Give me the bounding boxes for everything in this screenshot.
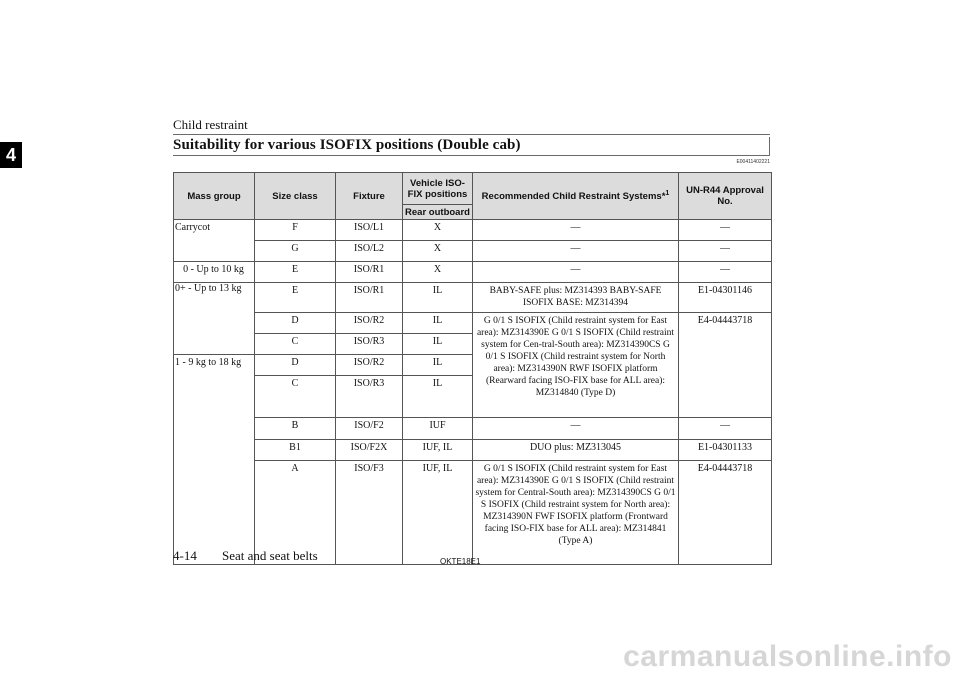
header-recommended-label: Recommended Child Restraint Systems* — [481, 190, 666, 202]
position-cell: IL — [403, 313, 473, 334]
fixture-cell: ISO/R3 — [336, 376, 403, 418]
position-cell: IL — [403, 334, 473, 355]
size-class-cell: F — [255, 220, 336, 241]
table-row — [174, 313, 772, 334]
table-row — [174, 241, 772, 262]
fixture-cell: ISO/L2 — [336, 241, 403, 262]
approval-cell: E1-04301146 — [679, 283, 772, 313]
title-underline — [173, 155, 770, 156]
footer-section-title: Seat and seat belts — [222, 548, 318, 563]
position-cell: IUF — [403, 418, 473, 440]
header-divider — [173, 134, 770, 135]
watermark-logo: carmanualsonline.info — [623, 640, 952, 673]
table-row — [174, 283, 772, 313]
approval-cell: — — [679, 241, 772, 262]
approval-cell: E1-04301133 — [679, 440, 772, 461]
size-class-cell: B1 — [255, 440, 336, 461]
fixture-cell: ISO/R1 — [336, 283, 403, 313]
isofix-suitability-table — [173, 172, 772, 565]
approval-cell: E4-04443718 — [679, 313, 772, 418]
system-cell: — — [473, 262, 679, 283]
size-class-cell: C — [255, 334, 336, 355]
chapter-tab: 4 — [0, 142, 22, 168]
size-class-cell: A — [255, 461, 336, 565]
table-row — [174, 220, 772, 241]
header-approval-number: UN-R44 Approval No. — [679, 173, 772, 220]
mass-group-carrycot: Carrycot — [174, 220, 255, 262]
system-cell: BABY-SAFE plus: MZ314393 BABY-SAFE ISOFIX BASE: MZ314394 — [473, 283, 679, 313]
table-row — [174, 262, 772, 283]
fixture-cell: ISO/L1 — [336, 220, 403, 241]
size-class-cell: C — [255, 376, 336, 418]
position-cell: X — [403, 262, 473, 283]
size-class-cell: B — [255, 418, 336, 440]
system-cell: — — [473, 220, 679, 241]
document-code: OKTE18E1 — [440, 557, 481, 566]
header-size-class: Size class — [255, 173, 336, 220]
reference-code: E00411402221 — [736, 159, 770, 165]
approval-cell: E4-04443718 — [679, 461, 772, 565]
position-cell: IL — [403, 355, 473, 376]
fixture-cell: ISO/R2 — [336, 355, 403, 376]
mass-group-0-plus: 0+ - Up to 13 kg — [174, 283, 255, 355]
header-fixture: Fixture — [336, 173, 403, 220]
header-recommended-systems — [473, 173, 679, 220]
system-cell: DUO plus: MZ313045 — [473, 440, 679, 461]
header-mass-group: Mass group — [174, 173, 255, 220]
page-title: Suitability for various ISOFIX positions (Double cab) — [173, 137, 521, 153]
mass-group-0: 0 - Up to 10 kg — [174, 262, 255, 283]
table-row — [174, 418, 772, 440]
fixture-cell: ISO/R3 — [336, 334, 403, 355]
system-cell: — — [473, 418, 679, 440]
size-class-cell: D — [255, 355, 336, 376]
position-cell: IL — [403, 376, 473, 418]
fixture-cell: ISO/R2 — [336, 313, 403, 334]
system-cell: — — [473, 241, 679, 262]
forward-systems-cell: G 0/1 S ISOFIX (Child restraint system for East area): MZ314390E G 0/1 S ISOFIX (Child restraint system for Central-South area): MZ314390CS G 0/1 S ISOFIX (Child restraint system for North area): MZ314390N FWF ISOFIX platform (Frontward facing ISO-FIX base for ALL area): MZ314841 (Type A) — [473, 461, 679, 565]
size-class-cell: E — [255, 262, 336, 283]
approval-cell: — — [679, 262, 772, 283]
size-class-cell: D — [255, 313, 336, 334]
approval-cell: — — [679, 220, 772, 241]
rearward-systems-cell: G 0/1 S ISOFIX (Child restraint system for East area): MZ314390E G 0/1 S ISOFIX (Child restraint system for Cen-tral-South area): MZ314390CS G 0/1 S ISOFIX (Child restraint system for North area): MZ314390N RWF ISOFIX platform (Rearward facing ISO-FIX base for ALL area): MZ314840 (Type D) — [473, 313, 679, 418]
table-row — [174, 440, 772, 461]
footnote-marker: 1 — [665, 189, 670, 197]
fixture-cell: ISO/F2X — [336, 440, 403, 461]
fixture-cell: ISO/F3 — [336, 461, 403, 565]
mass-group-1: 1 - 9 kg to 18 kg — [174, 355, 255, 565]
header-vehicle-positions: Vehicle ISO-FIX positions — [403, 173, 473, 205]
section-label: Child restraint — [173, 117, 248, 132]
size-class-cell: E — [255, 283, 336, 313]
size-class-cell: G — [255, 241, 336, 262]
header-rear-outboard: Rear outboard — [403, 205, 473, 220]
position-cell: X — [403, 241, 473, 262]
position-cell: IUF, IL — [403, 440, 473, 461]
approval-cell: — — [679, 418, 772, 440]
position-cell: IUF, IL — [403, 461, 473, 565]
title-edge-mark — [769, 137, 770, 155]
page-number: 4-14 — [173, 548, 197, 563]
position-cell: IL — [403, 283, 473, 313]
fixture-cell: ISO/R1 — [336, 262, 403, 283]
fixture-cell: ISO/F2 — [336, 418, 403, 440]
position-cell: X — [403, 220, 473, 241]
